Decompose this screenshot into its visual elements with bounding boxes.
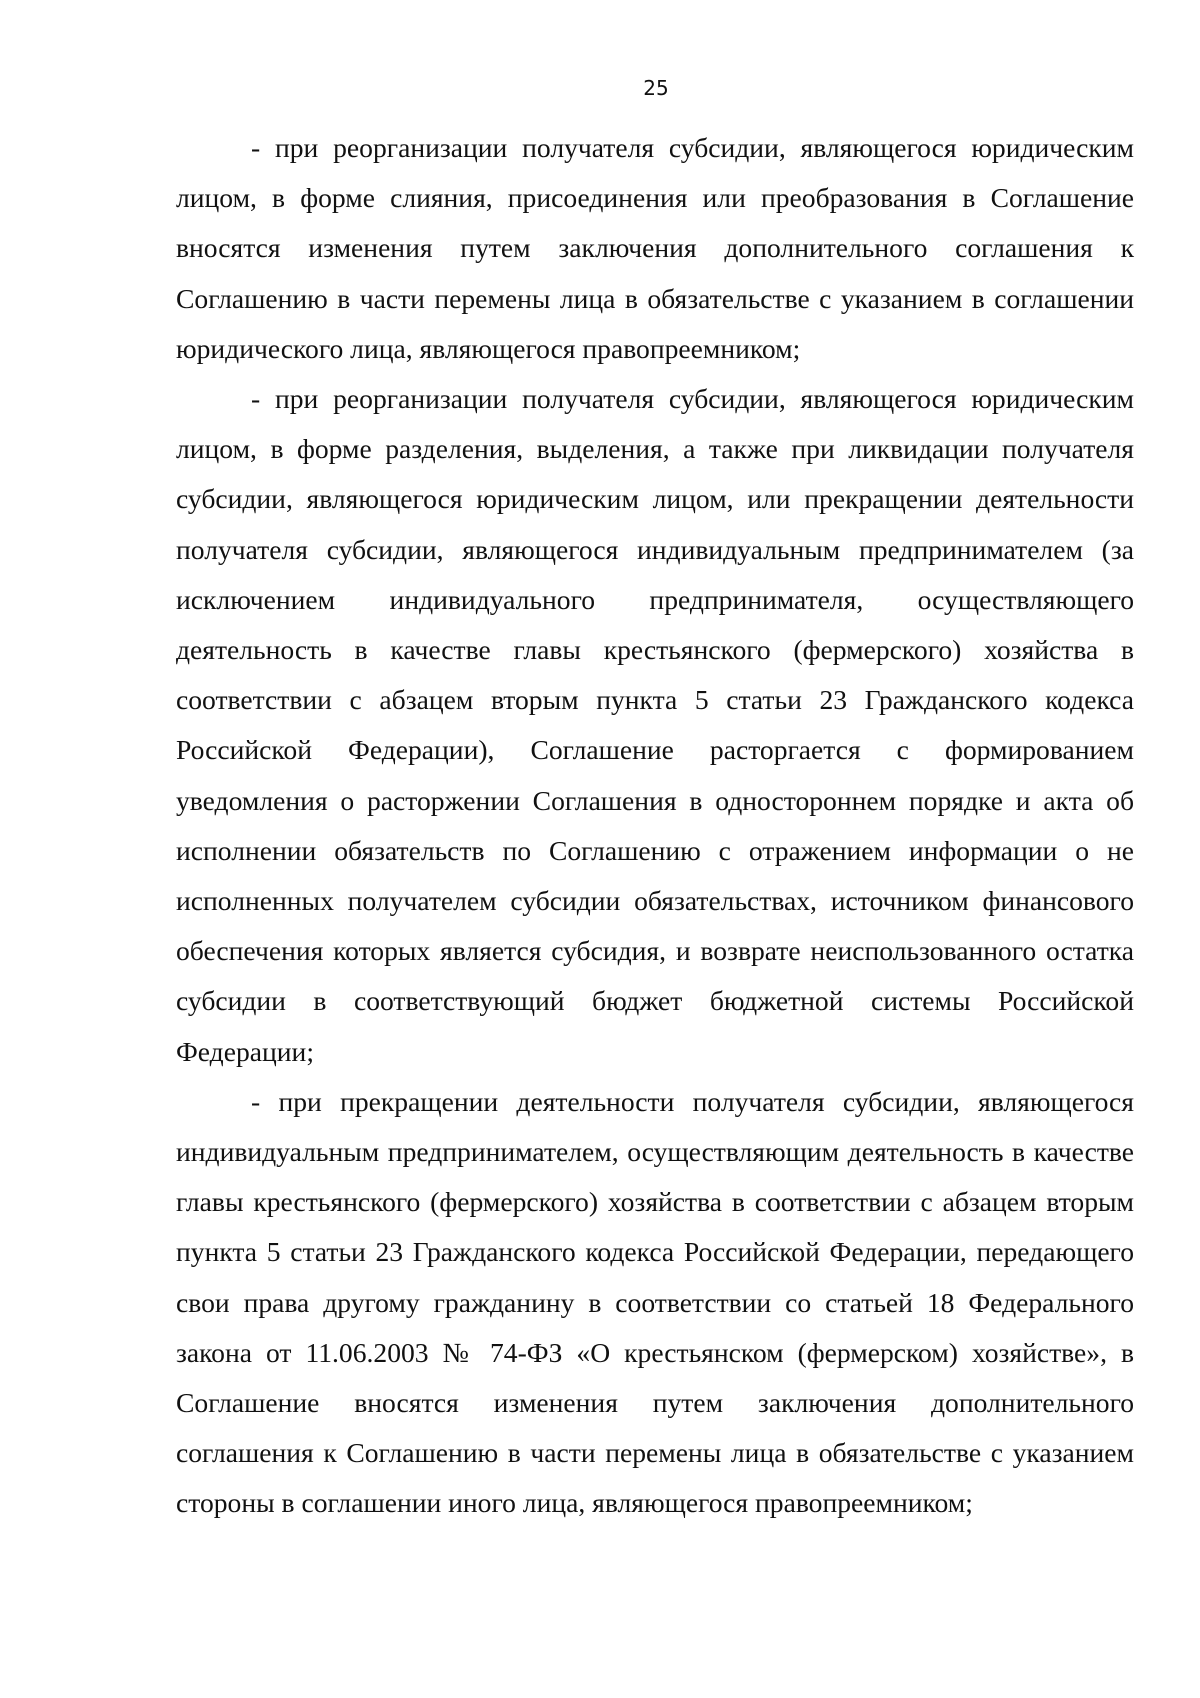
paragraph-merger-reorganization: - при реорганизации получателя субсидии, являющегося юридическим лицом, в форме слияния, присоединения или преобразования в Соглашение вносятся изменения путем заключения дополнительного соглашения к Соглашению в части перемены лица в обязательстве с указанием в соглашении юридического лица, являющегося правопреемником;	[176, 132, 1134, 364]
paragraph-farm-rights-transfer: - при прекращении деятельности получателя субсидии, являющегося индивидуальным предпринимателем, осуществляющим деятельность в качестве главы крестьянского (фермерского) хозяйства в соответствии с абзацем вторым пункта 5 статьи 23 Гражданского кодекса Российской Федерации, передающего свои права другому гражданину в соответствии со статьей 18 Федерального закона от 11.06.2003 № 74-ФЗ «О крестьянском (фермерском) хозяйстве», в Соглашение вносятся изменения путем заключения дополнительного соглашения к Соглашению в части перемены лица в обязательстве с указанием стороны в соглашении иного лица, являющегося правопреемником;	[176, 1085, 1134, 1519]
paragraph-division-liquidation: - при реорганизации получателя субсидии, являющегося юридическим лицом, в форме разделения, выделения, а также при ликвидации получателя субсидии, являющегося юридическим лицом, или прекращении деятельности получателя субсидии, являющегося индивидуальным предпринимателем (за исключением индивидуального предпринимателя, осуществляющего деятельность в качестве главы крестьянского (фермерского) хозяйства в соответствии с абзацем вторым пункта 5 статьи 23 Гражданского кодекса Российской Федерации), Соглашение расторгается с формированием уведомления о расторжении Соглашения в одностороннем порядке и акта об исполнении обязательств по Соглашению с отражением информации о не исполненных получателем субсидии обязательствах, источником финансового обеспечения которых является субсидия, и возврате неиспользованного остатка субсидии в соответствующий бюджет бюджетной системы Российской Федерации;	[176, 383, 1134, 1067]
page-number: 25	[643, 76, 669, 100]
document-body	[176, 123, 1134, 1529]
